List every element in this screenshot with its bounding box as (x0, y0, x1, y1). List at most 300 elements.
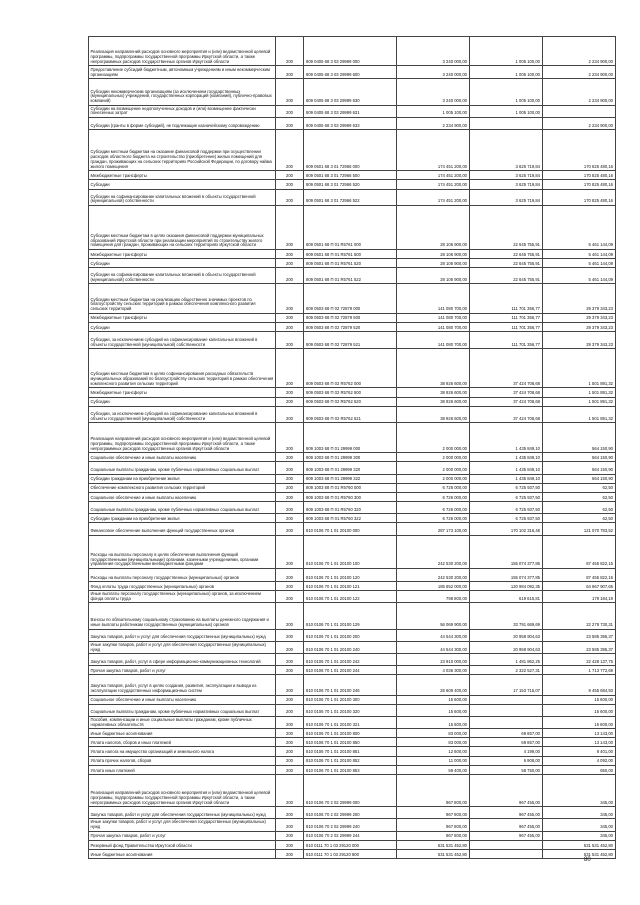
table-row (89, 37, 616, 66)
row-unexecuted-amount: 29 379 343,23 (542, 322, 615, 331)
row-executed-amount: 1 435 849,10 (469, 453, 542, 462)
table-row (89, 831, 616, 840)
table-row (89, 666, 616, 675)
row-approved-amount: 967 800,00 (396, 831, 469, 840)
row-classification-code: 810 0111 70 1 03 29120 800 (304, 849, 397, 858)
row-classification-code: 810 0106 70 2 02 29999 200 (304, 807, 397, 819)
row-description: Закупка товаров, работ и услуг для обеспечения государственных (муниципальных) нужд (89, 807, 276, 819)
row-line-code: 200 (276, 629, 304, 641)
row-classification-code: 810 0106 70 1 01 20100 122 (304, 591, 397, 603)
row-executed-amount: 111 701 356,77 (469, 313, 542, 322)
row-executed-amount: 22 645 755,91 (469, 249, 542, 258)
row-classification-code: 809 0503 68 П 02 72879 521 (304, 332, 397, 349)
row-unexecuted-amount: 179 184,19 (542, 591, 615, 603)
row-classification-code: 810 0106 70 1 01 20100 240 (304, 641, 397, 653)
row-description: Социальные выплаты гражданам, кроме публичных нормативных социальных выплат (89, 704, 276, 716)
row-executed-amount: 967 455,00 (469, 831, 542, 840)
table-row (89, 462, 616, 474)
row-line-code: 200 (276, 502, 304, 514)
row-line-code: 200 (276, 666, 304, 675)
table-row (89, 582, 616, 591)
row-line-code: 200 (276, 716, 304, 728)
row-approved-amount: 185 652 000,00 (396, 582, 469, 591)
row-approved-amount: 6 726 000,00 (396, 514, 469, 523)
row-executed-amount: 170 102 316,48 (469, 523, 542, 535)
row-approved-amount: 174 451 200,00 (396, 129, 469, 170)
row-line-code: 200 (276, 66, 304, 79)
row-unexecuted-amount: 170 825 480,16 (542, 180, 615, 189)
row-line-code: 200 (276, 249, 304, 258)
row-line-code: 200 (276, 582, 304, 591)
row-classification-code: 810 0106 70 1 01 20100 244 (304, 666, 397, 675)
row-approved-amount: 2 000 000,00 (396, 462, 469, 474)
table-row (89, 171, 616, 180)
row-line-code: 200 (276, 695, 304, 704)
row-approved-amount: 3 240 000,00 (396, 37, 469, 66)
row-line-code: 200 (276, 483, 304, 492)
row-classification-code: 809 1003 68 П 01 R5760 300 (304, 492, 397, 501)
row-line-code: 200 (276, 653, 304, 665)
table-row (89, 268, 616, 284)
table-row (89, 313, 616, 322)
row-executed-amount (469, 117, 542, 129)
row-description: Закупка товаров, работ, услуг в сфере информационно-коммуникационных технологий (89, 653, 276, 665)
row-executed-amount: 3 625 719,84 (469, 129, 542, 170)
row-classification-code: 809 0503 68 П 02 R5762 520 (304, 397, 397, 406)
row-unexecuted-amount: 23 585 395,37 (542, 629, 615, 641)
row-approved-amount: 242 530 200,00 (396, 568, 469, 581)
row-approved-amount: 967 800,00 (396, 775, 469, 807)
row-unexecuted-amount: 64 667 907,65 (542, 582, 615, 591)
row-approved-amount: 12 600,00 (396, 747, 469, 756)
row-unexecuted-amount: 5 461 144,09 (542, 205, 615, 249)
row-approved-amount: 38 926 600,00 (396, 406, 469, 422)
row-unexecuted-amount: 22 278 730,31 (542, 603, 615, 629)
row-line-code: 200 (276, 831, 304, 840)
row-line-code: 200 (276, 807, 304, 819)
row-executed-amount: 33 791 669,69 (469, 603, 542, 629)
table-row (89, 675, 616, 695)
row-classification-code: 810 0106 70 2 02 29999 244 (304, 831, 397, 840)
row-approved-amount: 141 080 700,00 (396, 332, 469, 349)
row-line-code: 200 (276, 397, 304, 406)
table-row (89, 249, 616, 258)
row-classification-code: 809 0501 68 П 01 R5761 000 (304, 205, 397, 249)
table-row (89, 492, 616, 501)
row-executed-amount: 1 005 100,00 (469, 66, 542, 79)
row-line-code: 200 (276, 819, 304, 831)
row-approved-amount: 967 800,00 (396, 807, 469, 819)
row-executed-amount: 1 435 849,10 (469, 474, 542, 483)
row-unexecuted-amount: 87 455 822,15 (542, 535, 615, 568)
table-row (89, 79, 616, 105)
row-line-code: 200 (276, 568, 304, 581)
row-description: Уплата иных платежей (89, 765, 276, 774)
row-unexecuted-amount: 1 501 891,32 (542, 397, 615, 406)
row-description: Субсидии гражданам на приобретение жилья (89, 474, 276, 483)
row-description: Пособия, компенсации и иные социальные выплаты гражданам, кроме публичных нормативных обязательств (89, 716, 276, 728)
row-line-code: 200 (276, 514, 304, 523)
row-approved-amount: 28 106 900,00 (396, 259, 469, 268)
row-approved-amount: 59 400,00 (396, 765, 469, 774)
row-unexecuted-amount: 345,00 (542, 775, 615, 807)
table-row (89, 388, 616, 397)
row-unexecuted-amount: 2 234 900,00 (542, 37, 615, 66)
row-executed-amount: 22 645 755,91 (469, 268, 542, 284)
row-description: Реализация направлений расходов основного мероприятия и (или) ведомственной целевой программы, подпрограммы государственной программы Иркутской области, а также непрограммных расходов государственных органов Иркутской области (89, 422, 276, 452)
row-unexecuted-amount: 13 143,00 (542, 729, 615, 738)
row-classification-code: 809 0503 68 П 02 R5762 500 (304, 388, 397, 397)
row-approved-amount: 531 531 452,80 (396, 840, 469, 849)
row-approved-amount: 287 173 100,00 (396, 523, 469, 535)
row-description: Резервный фонд Правительства Иркутской области (89, 840, 276, 849)
row-unexecuted-amount: 564 150,90 (542, 462, 615, 474)
row-description: Иные закупки товаров, работ и услуг для обеспечения государственных (муниципальных) нужд (89, 819, 276, 831)
row-approved-amount: 242 530 200,00 (396, 535, 469, 568)
row-executed-amount (469, 695, 542, 704)
row-classification-code: 809 0503 68 П 02 R5762 000 (304, 349, 397, 388)
row-executed-amount: 22 645 755,91 (469, 205, 542, 249)
row-executed-amount: 17 153 715,07 (469, 675, 542, 695)
row-description: Прочая закупка товаров, работ и услуг (89, 666, 276, 675)
row-executed-amount: 3 625 719,84 (469, 180, 542, 189)
table-row (89, 535, 616, 568)
row-description: Прочая закупка товаров, работ и услуг (89, 831, 276, 840)
row-description: Социальные выплаты гражданам, кроме публичных нормативных социальных выплат (89, 502, 276, 514)
row-line-code: 200 (276, 849, 304, 858)
row-approved-amount: 15 600,00 (396, 695, 469, 704)
row-approved-amount: 15 600,00 (396, 716, 469, 728)
row-line-code: 200 (276, 704, 304, 716)
row-classification-code: 809 1003 68 П 01 R5760 000 (304, 483, 397, 492)
row-classification-code: 809 0405 68 3 03 29999 630 (304, 79, 397, 105)
row-executed-amount: 1 005 100,00 (469, 37, 542, 66)
row-classification-code: 810 0106 70 1 01 20100 300 (304, 695, 397, 704)
table-row (89, 502, 616, 514)
row-description: Обеспечение комплексного развития сельских территорий (89, 483, 276, 492)
row-line-code: 200 (276, 313, 304, 322)
row-unexecuted-amount: 4 092,00 (542, 756, 615, 765)
row-description: Закупка товаров, работ, услуг в целях создания, развития, эксплуатации и вывода из эксплуатации государственных информационных систем (89, 675, 276, 695)
row-executed-amount: 37 424 708,68 (469, 406, 542, 422)
row-unexecuted-amount: 9 455 684,93 (542, 675, 615, 695)
table-row (89, 840, 616, 849)
row-classification-code: 810 0106 70 1 01 20100 320 (304, 704, 397, 716)
row-approved-amount: 141 080 700,00 (396, 313, 469, 322)
row-executed-amount: 20 958 904,63 (469, 641, 542, 653)
table-row (89, 523, 616, 535)
table-row (89, 474, 616, 483)
row-unexecuted-amount: 62,50 (542, 514, 615, 523)
row-classification-code: 810 0106 70 1 01 20100 000 (304, 523, 397, 535)
table-row (89, 629, 616, 641)
table-row (89, 738, 616, 747)
row-unexecuted-amount: 531 531 452,80 (542, 849, 615, 858)
row-unexecuted-amount: 87 455 822,15 (542, 568, 615, 581)
row-description: Социальное обеспечение и иные выплаты населению (89, 695, 276, 704)
table-row (89, 514, 616, 523)
row-description: Уплата налогов, сборов и иных платежей (89, 738, 276, 747)
row-classification-code: 809 0405 68 3 03 29999 000 (304, 37, 397, 66)
row-unexecuted-amount: 23 585 395,37 (542, 641, 615, 653)
row-unexecuted-amount: 22 428 137,75 (542, 653, 615, 665)
row-unexecuted-amount: 345,00 (542, 807, 615, 819)
table-row (89, 695, 616, 704)
row-approved-amount: 967 800,00 (396, 819, 469, 831)
row-description: Субсидии местным бюджетам на оказание финансовой поддержки при осуществлении расходов областного бюджета на строительство (приобретение) жилых помещений для граждан, проживающих на сельских территориях Российской Федерации, по договору найма жилого помещения (89, 129, 276, 170)
table-row (89, 819, 616, 831)
row-classification-code: 810 0106 70 1 01 20100 242 (304, 653, 397, 665)
row-unexecuted-amount: 15 600,00 (542, 704, 615, 716)
row-line-code: 200 (276, 729, 304, 738)
row-description: Субсидии на возмещение недополученных доходов и (или) возмещение фактически понесенных затрат (89, 105, 276, 117)
table-row (89, 129, 616, 170)
row-executed-amount: 111 701 356,77 (469, 322, 542, 331)
row-executed-amount: 120 984 092,35 (469, 582, 542, 591)
row-unexecuted-amount: 5 461 144,09 (542, 259, 615, 268)
row-description: Уплата налога на имущество организаций и земельного налога (89, 747, 276, 756)
row-executed-amount: 111 701 356,77 (469, 332, 542, 349)
row-approved-amount: 83 000,00 (396, 738, 469, 747)
row-description: Социальное обеспечение и иные выплаты населению (89, 492, 276, 501)
row-description: Субсидии на софинансирование капитальных вложений в объекты государственной (муниципальной) собственности (89, 189, 276, 205)
table-row (89, 453, 616, 462)
row-approved-amount: 56 069 900,00 (396, 603, 469, 629)
row-approved-amount: 141 080 700,00 (396, 284, 469, 313)
row-unexecuted-amount: 1 501 891,32 (542, 349, 615, 388)
row-classification-code: 810 0106 70 2 02 29999 240 (304, 819, 397, 831)
row-description: Финансовое обеспечение выполнения функций государственных органов (89, 523, 276, 535)
row-unexecuted-amount: 170 825 480,16 (542, 129, 615, 170)
table-row (89, 729, 616, 738)
row-line-code: 200 (276, 738, 304, 747)
row-line-code: 200 (276, 523, 304, 535)
row-unexecuted-amount: 5 461 144,09 (542, 249, 615, 258)
row-approved-amount: 174 451 200,00 (396, 180, 469, 189)
row-unexecuted-amount: 2 234 900,00 (542, 66, 615, 79)
row-executed-amount: 6 725 937,50 (469, 514, 542, 523)
row-executed-amount: 69 857,00 (469, 738, 542, 747)
row-line-code: 200 (276, 388, 304, 397)
row-classification-code: 809 0503 68 П 02 R5762 521 (304, 406, 397, 422)
row-classification-code: 810 0106 70 1 01 20100 200 (304, 629, 397, 641)
row-description: Субсидии (89, 180, 276, 189)
row-description: Субсидии некоммерческим организациям (за исключением государственных (муниципальных) учреждений, государственных корпораций (компаний), публично-правовых компаний) (89, 79, 276, 105)
row-line-code: 200 (276, 349, 304, 388)
row-executed-amount: 69 857,00 (469, 729, 542, 738)
row-executed-amount: 37 424 708,68 (469, 349, 542, 388)
row-classification-code: 810 0106 70 2 02 29999 000 (304, 775, 397, 807)
row-description: Социальные выплаты гражданам, кроме публичных нормативных социальных выплат (89, 462, 276, 474)
row-classification-code: 809 1003 68 П 01 29999 300 (304, 453, 397, 462)
row-classification-code: 810 0106 70 1 01 20100 246 (304, 675, 397, 695)
row-line-code: 200 (276, 284, 304, 313)
row-line-code: 200 (276, 322, 304, 331)
row-approved-amount: 83 000,00 (396, 729, 469, 738)
row-classification-code: 810 0106 70 1 01 20100 120 (304, 568, 397, 581)
row-description: Фонд оплаты труда государственных (муниципальных) органов (89, 582, 276, 591)
row-approved-amount: 2 000 000,00 (396, 474, 469, 483)
row-classification-code: 809 0503 68 П 02 72879 000 (304, 284, 397, 313)
row-description: Предоставление субсидий бюджетным, автономным учреждениям и иным некоммерческим организациям (89, 66, 276, 79)
row-description: Субсидии на софинансирование капитальных вложений в объекты государственной (муниципальной) собственности (89, 268, 276, 284)
row-approved-amount: 28 106 900,00 (396, 205, 469, 249)
row-unexecuted-amount: 15 600,00 (542, 695, 615, 704)
table-row (89, 66, 616, 79)
row-description: Социальное обеспечение и иные выплаты населению (89, 453, 276, 462)
row-classification-code: 810 0106 70 1 01 20100 100 (304, 535, 397, 568)
row-classification-code: 809 1003 68 П 01 29999 322 (304, 474, 397, 483)
row-description: Субсидии местным бюджетам в целях оказания финансовой поддержки муниципальных образований Иркутской области при реализации мероприятий по строительству жилого помещения для граждан, проживающих на сельских территориях Иркутской области (89, 205, 276, 249)
row-approved-amount: 6 726 000,00 (396, 483, 469, 492)
row-unexecuted-amount: 62,50 (542, 492, 615, 501)
table-row (89, 756, 616, 765)
row-line-code: 200 (276, 205, 304, 249)
row-unexecuted-amount: 650,00 (542, 765, 615, 774)
row-description: Расходы на выплаты персоналу в целях обеспечения выполнения функций государственными (муниципальными) органами, казенными учреждениями, органами управления государственными внебюджетными фондами (89, 535, 276, 568)
row-approved-amount: 38 926 600,00 (396, 397, 469, 406)
row-classification-code: 809 0501 68 П 01 R5761 522 (304, 268, 397, 284)
row-unexecuted-amount: 29 379 343,23 (542, 332, 615, 349)
row-executed-amount: 3 625 719,84 (469, 171, 542, 180)
row-approved-amount: 28 106 900,00 (396, 268, 469, 284)
row-unexecuted-amount: 564 150,90 (542, 453, 615, 462)
row-line-code: 200 (276, 775, 304, 807)
table-row (89, 568, 616, 581)
row-approved-amount: 28 106 900,00 (396, 249, 469, 258)
row-line-code: 200 (276, 105, 304, 117)
row-executed-amount: 4 199,00 (469, 747, 542, 756)
row-approved-amount: 174 451 200,00 (396, 171, 469, 180)
row-executed-amount: 6 725 937,50 (469, 502, 542, 514)
row-unexecuted-amount: 170 825 480,16 (542, 189, 615, 205)
row-classification-code: 809 1003 68 П 01 29999 000 (304, 422, 397, 452)
table-row (89, 406, 616, 422)
table-row (89, 332, 616, 349)
row-line-code: 200 (276, 117, 304, 129)
row-description: Субсидии местным бюджетам в целях софинансирования расходных обязательств муниципальных образований по благоустройству сельских территорий в рамках обеспечения комплексного развития сельских территорий (89, 349, 276, 388)
row-classification-code: 810 0106 70 1 01 20100 121 (304, 582, 397, 591)
row-classification-code: 809 0405 68 3 03 29999 600 (304, 66, 397, 79)
row-line-code: 200 (276, 492, 304, 501)
row-line-code: 200 (276, 840, 304, 849)
row-line-code: 200 (276, 171, 304, 180)
row-description: Расходы на выплаты персоналу государственных (муниципальных) органов (89, 568, 276, 581)
row-approved-amount: 11 000,00 (396, 756, 469, 765)
table-row (89, 117, 616, 129)
row-classification-code: 809 0501 68 3 01 72966 000 (304, 129, 397, 170)
row-unexecuted-amount: 1 501 891,32 (542, 388, 615, 397)
row-approved-amount: 174 451 200,00 (396, 189, 469, 205)
row-unexecuted-amount: 564 150,90 (542, 422, 615, 452)
row-description: Межбюджетные трансферты (89, 388, 276, 397)
row-approved-amount: 6 726 000,00 (396, 502, 469, 514)
row-unexecuted-amount: 8 401,00 (542, 747, 615, 756)
row-executed-amount (469, 840, 542, 849)
row-classification-code: 810 0106 70 1 01 20100 321 (304, 716, 397, 728)
row-description: Субсидии гражданам на приобретение жилья (89, 514, 276, 523)
row-line-code: 200 (276, 453, 304, 462)
row-classification-code: 810 0106 70 1 01 20100 851 (304, 747, 397, 756)
table-row (89, 641, 616, 653)
row-description: Иные бюджетные ассигнования (89, 729, 276, 738)
row-executed-amount: 619 615,81 (469, 591, 542, 603)
row-approved-amount: 2 234 900,00 (396, 117, 469, 129)
row-line-code: 200 (276, 462, 304, 474)
row-executed-amount: 58 750,00 (469, 765, 542, 774)
row-unexecuted-amount: 2 234 900,00 (542, 117, 615, 129)
table-row (89, 180, 616, 189)
row-unexecuted-amount: 62,50 (542, 502, 615, 514)
row-classification-code: 810 0106 70 1 01 20100 850 (304, 738, 397, 747)
row-executed-amount (469, 704, 542, 716)
row-approved-amount: 23 910 000,00 (396, 653, 469, 665)
row-classification-code: 809 0405 68 3 03 29999 631 (304, 105, 397, 117)
row-executed-amount: 6 725 937,50 (469, 492, 542, 501)
row-classification-code: 810 0106 70 1 01 20100 129 (304, 603, 397, 629)
row-description: Межбюджетные трансферты (89, 313, 276, 322)
row-line-code: 200 (276, 474, 304, 483)
row-classification-code: 809 0501 68 П 01 R5761 520 (304, 259, 397, 268)
row-description: Субсидии (гранты в форме субсидий), не подлежащие казначейскому сопровождению (89, 117, 276, 129)
row-description: Иные бюджетные ассигнования (89, 849, 276, 858)
budget-table (88, 36, 616, 859)
row-classification-code: 810 0111 70 1 03 29120 000 (304, 840, 397, 849)
row-classification-code: 809 0503 68 П 02 72879 500 (304, 313, 397, 322)
row-line-code: 200 (276, 675, 304, 695)
row-unexecuted-amount: 2 234 900,00 (542, 79, 615, 105)
row-unexecuted-amount: 345,00 (542, 831, 615, 840)
row-line-code: 200 (276, 422, 304, 452)
row-executed-amount: 155 074 377,85 (469, 535, 542, 568)
row-approved-amount: 44 544 300,00 (396, 641, 469, 653)
table-row (89, 716, 616, 728)
row-approved-amount: 44 544 300,00 (396, 629, 469, 641)
row-description: Субсидии (89, 397, 276, 406)
row-executed-amount (469, 716, 542, 728)
row-classification-code: 809 1003 68 П 01 29999 320 (304, 462, 397, 474)
row-description: Межбюджетные трансферты (89, 249, 276, 258)
row-description: Реализация направлений расходов основного мероприятия и (или) ведомственной целевой программы, подпрограммы государственной программы Иркутской области, а также непрограммных расходов государственных органов Иркутской области (89, 775, 276, 807)
page-number: 80 (584, 857, 591, 863)
row-approved-amount: 531 531 452,80 (396, 849, 469, 858)
row-classification-code: 809 0501 68 3 01 72966 520 (304, 180, 397, 189)
row-line-code: 200 (276, 641, 304, 653)
row-classification-code: 809 0501 68 3 01 72966 500 (304, 171, 397, 180)
row-line-code: 200 (276, 268, 304, 284)
row-approved-amount: 2 000 000,00 (396, 422, 469, 452)
row-line-code: 200 (276, 747, 304, 756)
table-row (89, 397, 616, 406)
row-unexecuted-amount: 29 379 343,23 (542, 313, 615, 322)
table-row (89, 603, 616, 629)
row-line-code: 200 (276, 129, 304, 170)
table-row (89, 205, 616, 249)
table-row (89, 349, 616, 388)
row-line-code: 200 (276, 79, 304, 105)
row-approved-amount: 38 926 600,00 (396, 349, 469, 388)
row-executed-amount (469, 849, 542, 858)
table-row (89, 849, 616, 858)
table-row (89, 653, 616, 665)
row-executed-amount: 111 701 356,77 (469, 284, 542, 313)
row-description: Межбюджетные трансферты (89, 171, 276, 180)
row-approved-amount: 15 600,00 (396, 704, 469, 716)
row-executed-amount: 20 958 904,63 (469, 629, 542, 641)
row-executed-amount: 37 424 708,68 (469, 388, 542, 397)
budget-table-body (89, 37, 616, 859)
row-classification-code: 809 0501 68 П 01 R5761 500 (304, 249, 397, 258)
